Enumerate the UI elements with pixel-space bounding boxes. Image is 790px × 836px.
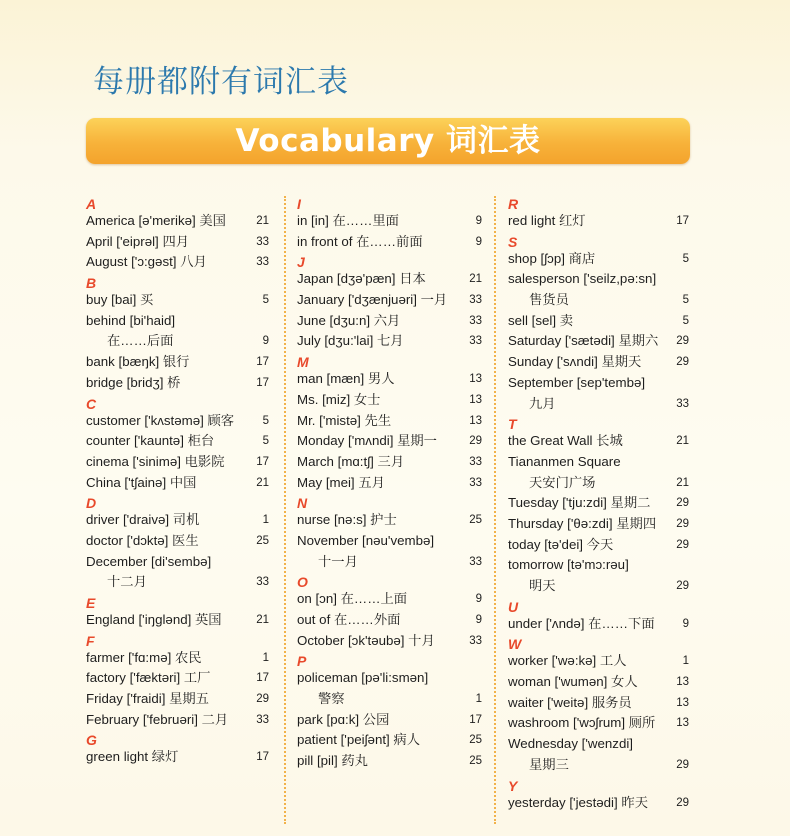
vocab-entry-page: 17 (256, 672, 269, 685)
vocab-entry-page: 33 (676, 397, 689, 410)
column-divider (494, 196, 496, 824)
section-letter: A (86, 196, 97, 212)
vocab-entry-page: 13 (676, 717, 689, 730)
vocab-entry-text: Sunday ['sʌndi] 星期天 (508, 354, 642, 370)
vocab-entry-page: 25 (469, 755, 482, 768)
vocab-column-2 (297, 194, 485, 772)
vocab-entry (508, 614, 692, 635)
vocab-entry-text: July [dʒu:'lai] 七月 (297, 333, 404, 349)
vocab-entry-page: 33 (256, 235, 269, 248)
vocab-entry-page: 13 (469, 393, 482, 406)
vocab-entry (297, 510, 485, 531)
vocab-entry (86, 510, 272, 531)
section-letter: C (86, 395, 97, 412)
section-letter: S (508, 233, 518, 250)
vocab-entry-text: buy [bai] 买 (86, 292, 154, 308)
vocab-entry-page: 29 (676, 517, 689, 530)
vocab-entry-page: 33 (469, 634, 482, 647)
vocab-entry-text: Thursday ['θə:zdi] 星期四 (508, 515, 657, 531)
vocab-entry-page: 5 (262, 294, 269, 307)
vocab-entry-text: Friday ['fraidi] 星期五 (86, 691, 209, 707)
vocab-entry-page: 13 (676, 696, 689, 709)
vocab-entry-page: 33 (256, 256, 269, 269)
vocab-entry (297, 452, 485, 473)
vocab-entry-page: 21 (469, 273, 482, 286)
vocab-entry (297, 531, 485, 552)
vocab-entry-text: June [dʒu:n] 六月 (297, 312, 401, 328)
vocab-entry-text: China ['tʃainə] 中国 (86, 474, 197, 490)
vocab-entry-text: 十一月 (318, 553, 358, 569)
vocab-entry (508, 394, 692, 415)
section-letter: M (297, 354, 309, 371)
vocab-entry (297, 473, 485, 494)
section-letter: J (297, 254, 305, 271)
vocab-entry (86, 648, 272, 669)
vocab-entry (508, 290, 692, 311)
vocab-entry-page: 29 (676, 538, 689, 551)
column-divider (284, 196, 286, 824)
vocab-entry-text: October [ɔk'təubə] 十月 (297, 632, 435, 648)
vocab-entry-page: 29 (676, 335, 689, 348)
section-letter: Y (508, 777, 518, 794)
vocab-entry (86, 311, 272, 332)
vocab-entry-text: cinema ['sinimə] 电影院 (86, 453, 225, 469)
vocab-entry (297, 369, 485, 390)
vocab-entry (508, 755, 692, 776)
vocab-entry (297, 730, 485, 751)
vocab-entry-text: waiter ['weitə] 服务员 (508, 694, 632, 710)
vocab-entry-page: 1 (682, 655, 689, 668)
vocab-entry-text: counter ['kauntə] 柜台 (86, 433, 215, 449)
vocab-entry-text: 在……后面 (107, 333, 174, 349)
vocab-entry-page: 17 (676, 215, 689, 227)
vocab-entry-page: 1 (262, 651, 269, 664)
vocab-entry-text: February ['februəri] 二月 (86, 711, 229, 727)
vocab-entry-text: the Great Wall 长城 (508, 433, 623, 449)
vocab-entry-text: December [di'sembə] (86, 553, 212, 569)
vocab-entry-text: 售货员 (529, 292, 569, 308)
vocab-entry-page: 33 (469, 314, 482, 327)
vocab-entry-page: 5 (262, 414, 269, 427)
vocab-entry-page: 9 (262, 335, 269, 348)
vocab-entry-text: November [nəu'vembə] (297, 532, 435, 548)
vocab-entry (86, 352, 272, 373)
vocab-entry (297, 331, 485, 352)
vocab-entry-page: 9 (475, 215, 482, 227)
vocab-entry-page: 29 (256, 693, 269, 706)
vocab-entry-page: 9 (475, 235, 482, 248)
vocab-entry (508, 535, 692, 556)
vocab-entry-page: 13 (676, 676, 689, 689)
vocab-entry-page: 25 (469, 734, 482, 747)
vocab-entry-page: 1 (262, 514, 269, 527)
vocab-entry-page: 21 (676, 476, 689, 489)
vocab-entry (508, 734, 692, 755)
vocab-entry-text: Saturday ['sætədi] 星期六 (508, 333, 659, 349)
vocab-entry-text: in [in] 在……里面 (297, 213, 399, 228)
vocab-entry-text: America [ə'merikə] 美国 (86, 213, 226, 228)
vocab-entry-text: 九月 (529, 395, 556, 411)
vocab-entry-text: nurse [nə:s] 护士 (297, 512, 397, 528)
vocab-entry-page: 5 (262, 435, 269, 448)
vocab-entry-text: shop [ʃɔp] 商店 (508, 250, 596, 266)
vocab-entry-text: washroom ['wɔʃrum] 厕所 (508, 715, 656, 731)
vocab-entry (86, 610, 272, 631)
vocab-entry (508, 576, 692, 597)
vocab-entry-text: bank [bæŋk] 银行 (86, 354, 190, 370)
vocab-entry (508, 269, 692, 290)
vocab-entry (297, 211, 485, 232)
vocab-entry-page: 17 (256, 455, 269, 468)
vocab-entry-text: 警察 (318, 691, 345, 707)
vocab-entry (86, 531, 272, 552)
vocab-entry (297, 589, 485, 610)
vocab-entry-text: Tiananmen Square (508, 453, 621, 469)
vocab-entry-text: Japan [dʒə'pæn] 日本 (297, 271, 426, 287)
vocab-entry-text: factory ['fæktəri] 工厂 (86, 670, 211, 686)
section-letter: F (86, 632, 95, 649)
vocab-entry-page: 29 (676, 796, 689, 809)
vocab-entry-page: 29 (469, 435, 482, 448)
vocab-entry-text: March [mɑ:tʃ] 三月 (297, 453, 405, 469)
vocab-entry-text: tomorrow [tə'mɔ:rəu] (508, 557, 629, 573)
vocab-entry-page: 9 (475, 614, 482, 626)
vocab-entry (86, 689, 272, 710)
vocab-entry-text: in front of 在……前面 (297, 233, 423, 249)
vocab-entry-text: pill [pil] 药丸 (297, 753, 368, 769)
vocab-entry (86, 373, 272, 394)
vocab-entry (508, 249, 692, 270)
vocab-entry-text: behind [bi'haid] (86, 312, 176, 328)
vocab-entry-text: Mr. ['mistə] 先生 (297, 412, 392, 428)
vocab-entry-text: Ms. [miz] 女士 (297, 391, 381, 407)
section-letter: T (508, 416, 517, 433)
vocab-entry (86, 431, 272, 452)
vocab-column-3 (508, 194, 692, 813)
vocab-entry-text: England ['iŋglənd] 英国 (86, 612, 222, 627)
vocab-entry-page: 5 (682, 294, 689, 307)
vocab-entry-text: doctor ['dɔktə] 医生 (86, 532, 199, 548)
vocab-entry (86, 572, 272, 593)
section-letter: U (508, 598, 519, 615)
vocab-entry-page: 29 (676, 497, 689, 510)
vocab-entry (297, 610, 485, 631)
vocab-entry-page: 33 (256, 576, 269, 589)
vocab-entry-text: August ['ɔ:gəst] 八月 (86, 254, 207, 270)
vocab-entry (297, 411, 485, 432)
vocab-entry-text: 天安门广场 (529, 474, 596, 490)
vocab-entry-text: bridge [bridʒ] 桥 (86, 374, 181, 390)
section-letter: W (508, 636, 522, 653)
vocab-entry (297, 269, 485, 290)
vocab-entry-text: Monday ['mʌndi] 星期一 (297, 433, 437, 449)
vocab-entry-text: on [ɔn] 在……上面 (297, 591, 408, 607)
vocab-entry-page: 9 (475, 593, 482, 606)
vocab-entry-page: 33 (469, 455, 482, 468)
vocab-entry (86, 552, 272, 573)
section-letter: R (508, 196, 519, 212)
vocab-entry (86, 211, 272, 232)
vocab-entry (508, 672, 692, 693)
vocab-entry-page: 21 (256, 215, 269, 227)
vocab-entry-text: 星期三 (529, 756, 569, 772)
vocab-entry (86, 747, 272, 768)
vocab-entry-text: green light 绿灯 (86, 749, 179, 765)
section-letter: D (86, 495, 97, 512)
vocab-entry-page: 17 (256, 751, 269, 764)
vocab-entry-text: 十二月 (107, 574, 147, 590)
vocab-entry-text: salesperson ['seilz,pə:sn] (508, 271, 657, 287)
vocab-entry (508, 311, 692, 332)
vocab-entry-page: 29 (676, 758, 689, 771)
vocab-entry-page: 29 (676, 580, 689, 592)
vocab-entry-page: 5 (682, 252, 689, 265)
vocabulary-banner (86, 118, 690, 164)
vocab-entry (86, 232, 272, 253)
vocab-entry (508, 793, 692, 814)
vocab-entry (508, 331, 692, 352)
vocab-entry-page: 17 (256, 376, 269, 389)
vocab-entry-text: sell [sel] 卖 (508, 312, 574, 328)
vocab-entry (86, 411, 272, 432)
section-letter: P (297, 653, 307, 670)
section-letter: E (86, 595, 96, 611)
vocab-entry-page: 33 (469, 335, 482, 348)
vocab-entry-text: January ['dʒænjuəri] 一月 (297, 292, 448, 308)
vocab-entry-page: 13 (469, 373, 482, 386)
vocab-entry (86, 668, 272, 689)
section-letter: I (297, 196, 301, 212)
vocab-entry-text: Tuesday ['tju:zdi] 星期二 (508, 495, 651, 511)
vocab-entry-page: 5 (682, 314, 689, 327)
vocab-entry-text: man [mæn] 男人 (297, 371, 395, 387)
vocab-entry-text: woman ['wumən] 女人 (508, 674, 638, 690)
vocab-entry-page: 17 (256, 356, 269, 369)
vocab-entry-text: park [pɑ:k] 公园 (297, 711, 390, 727)
vocab-entry (297, 390, 485, 411)
vocab-entry-text: May [mei] 五月 (297, 474, 385, 490)
vocab-entry-text: 明天 (529, 578, 556, 593)
section-letter: B (86, 275, 97, 292)
vocab-entry (508, 431, 692, 452)
vocab-entry-text: policeman [pə'li:smən] (297, 670, 429, 686)
vocab-entry (86, 290, 272, 311)
vocab-entry (508, 555, 692, 576)
vocab-entry-text: yesterday ['jestədi] 昨天 (508, 794, 648, 810)
vocab-entry (297, 232, 485, 253)
vocab-entry-page: 17 (469, 713, 482, 726)
vocab-entry (508, 514, 692, 535)
vocab-entry (86, 710, 272, 731)
section-letter: O (297, 574, 308, 591)
vocab-entry (508, 693, 692, 714)
vocab-entry (508, 473, 692, 494)
vocab-entry-page: 33 (469, 555, 482, 568)
vocab-entry-text: April ['eiprəl] 四月 (86, 233, 190, 249)
vocab-entry-text: under ['ʌndə] 在……下面 (508, 615, 655, 631)
vocab-entry (508, 352, 692, 373)
vocab-entry (297, 751, 485, 772)
vocab-entry (86, 331, 272, 352)
vocab-entry-text: driver ['draivə] 司机 (86, 512, 200, 528)
vocab-entry (297, 290, 485, 311)
vocab-entry-text: red light 红灯 (508, 213, 586, 228)
vocab-column-1 (86, 194, 272, 768)
vocab-entry-page: 1 (475, 693, 482, 706)
vocab-entry-page: 33 (469, 294, 482, 307)
vocab-entry-page: 21 (676, 435, 689, 448)
page-heading: 每册都附有词汇表 (93, 64, 349, 100)
vocab-entry (86, 473, 272, 494)
vocab-entry (297, 552, 485, 573)
vocab-entry (86, 452, 272, 473)
section-letter: N (297, 495, 308, 512)
vocab-entry-page: 33 (256, 713, 269, 726)
vocab-entry (508, 651, 692, 672)
vocab-entry-page: 25 (256, 534, 269, 547)
vocab-entry-page: 33 (469, 476, 482, 489)
vocab-entry-page: 21 (256, 614, 269, 626)
vocab-entry (508, 493, 692, 514)
vocab-entry (297, 668, 485, 689)
vocab-entry-text: September [sep'tembə] (508, 374, 646, 390)
vocab-entry-text: worker ['wə:kə] 工人 (508, 653, 627, 669)
vocab-entry-text: patient ['peiʃənt] 病人 (297, 732, 421, 748)
vocab-entry-page: 25 (469, 514, 482, 527)
vocab-entry-text: customer ['kʌstəmə] 顾客 (86, 412, 235, 428)
vocab-entry (297, 631, 485, 652)
vocab-entry-text: Wednesday ['wenzdi] (508, 736, 633, 752)
vocab-entry (508, 452, 692, 473)
vocab-entry-text: farmer ['fɑ:mə] 农民 (86, 649, 202, 665)
vocab-entry (508, 713, 692, 734)
section-letter: G (86, 732, 97, 749)
vocab-entry (508, 211, 692, 232)
vocab-entry (508, 373, 692, 394)
vocab-entry-page: 29 (676, 356, 689, 369)
vocab-entry (297, 431, 485, 452)
vocab-entry (297, 710, 485, 731)
vocab-entry (86, 252, 272, 273)
vocab-entry-text: today [tə'dei] 今天 (508, 536, 614, 552)
vocab-entry-page: 9 (682, 617, 689, 630)
vocab-entry-page: 13 (469, 414, 482, 427)
vocab-entry (297, 311, 485, 332)
banner-title: Vocabulary 词汇表 (235, 123, 541, 159)
vocab-entry (297, 689, 485, 710)
vocab-entry-text: out of 在……外面 (297, 612, 401, 627)
vocab-entry-page: 21 (256, 476, 269, 489)
